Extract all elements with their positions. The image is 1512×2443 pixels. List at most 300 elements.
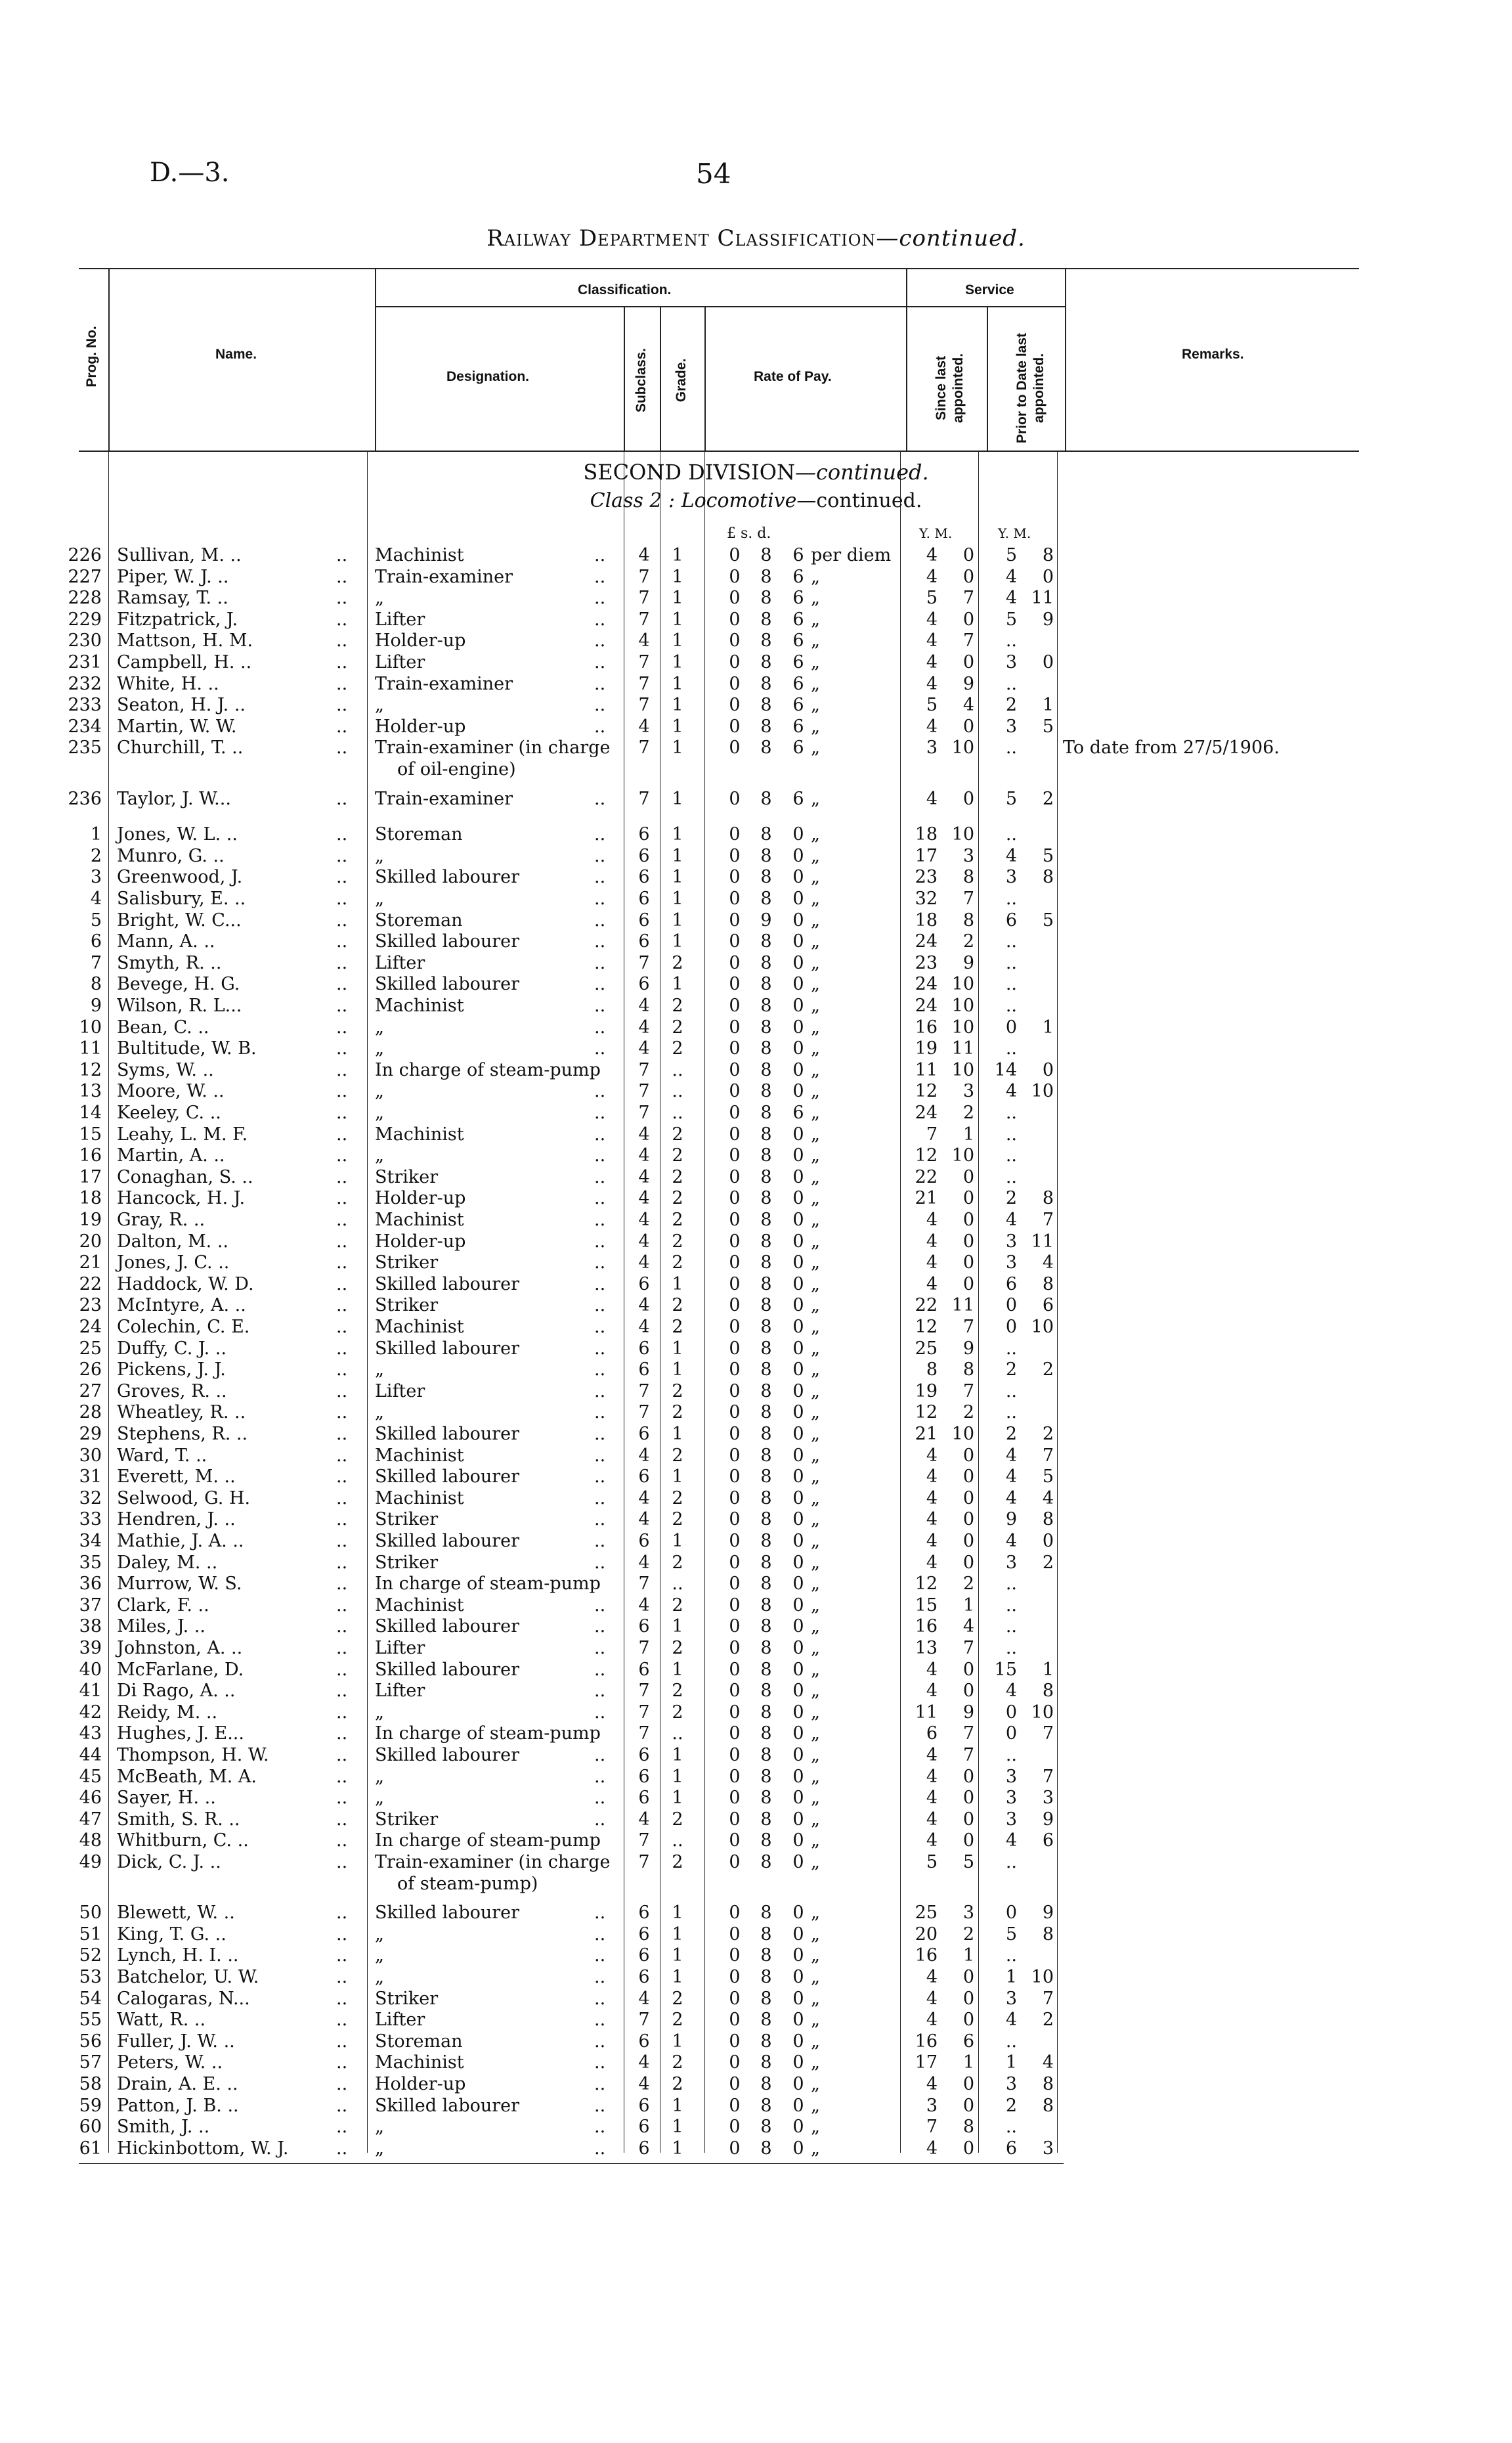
- pay-pence: 0: [792, 1552, 804, 1573]
- designation: Machinist: [375, 1210, 464, 1230]
- pay-shillings: 8: [760, 1166, 772, 1187]
- pay-unit: „: [811, 1252, 820, 1273]
- pay-shillings: 8: [760, 1273, 772, 1294]
- page-title: [0, 225, 1512, 252]
- grade: ..: [672, 1574, 683, 1595]
- since-months: 0: [962, 1487, 974, 1508]
- designation: Machinist: [375, 1487, 464, 1508]
- prog-no: 30: [79, 1445, 102, 1466]
- since-months: 0: [962, 1988, 974, 2009]
- prior-years: 3: [1005, 2074, 1017, 2094]
- leader-dots: ..: [336, 1081, 348, 1102]
- prog-no: 33: [79, 1509, 102, 1530]
- pay-unit: „: [811, 974, 820, 995]
- pay-unit: „: [811, 1295, 820, 1316]
- designation: Lifter: [375, 652, 425, 672]
- since-years: 21: [915, 1424, 938, 1444]
- prog-no: 40: [79, 1659, 102, 1680]
- leader-dots: ..: [336, 788, 348, 809]
- grade: 1: [672, 1359, 683, 1380]
- prior-years: ..: [1005, 889, 1017, 909]
- prior-years: 4: [1005, 1681, 1017, 1702]
- leader-dots: ..: [594, 545, 606, 565]
- prog-no: 55: [79, 2010, 102, 2031]
- leader-dots: ..: [594, 609, 606, 630]
- prior-years: ..: [1005, 1595, 1017, 1616]
- pay-pounds: 0: [729, 545, 741, 565]
- designation: Striker: [375, 1509, 439, 1530]
- subclass: 4: [638, 1295, 650, 1316]
- since-years: 4: [926, 609, 938, 630]
- pay-pence: 0: [792, 1967, 804, 1987]
- prior-months: 3: [1042, 1788, 1054, 1809]
- prior-months: 8: [1042, 1681, 1054, 1702]
- designation: Storeman: [375, 2031, 463, 2052]
- subclass: 4: [638, 1210, 650, 1230]
- pay-pence: 0: [792, 1988, 804, 2009]
- pay-unit: „: [811, 1124, 820, 1145]
- table-row: [0, 2074, 1512, 2095]
- pay-shillings: 8: [760, 2095, 772, 2116]
- leader-dots: ..: [336, 1359, 348, 1380]
- person-name: Taylor, J. W...: [117, 788, 231, 809]
- since-years: 20: [915, 1924, 938, 1945]
- person-name: McIntyre, A. ..: [117, 1295, 246, 1316]
- prior-months: 2: [1042, 788, 1054, 809]
- pay-pence: 0: [792, 1017, 804, 1038]
- pay-unit: „: [811, 1788, 820, 1809]
- table-row: [0, 824, 1512, 845]
- table-row: [0, 1924, 1512, 1945]
- since-months: 7: [962, 1380, 974, 1401]
- person-name: Smyth, R. ..: [117, 952, 222, 973]
- leader-dots: ..: [594, 1166, 606, 1187]
- pay-unit: „: [811, 1038, 820, 1059]
- prior-years: 2: [1005, 1188, 1017, 1209]
- pay-pence: 0: [792, 1638, 804, 1658]
- subclass: 4: [638, 545, 650, 565]
- prog-no: 44: [79, 1745, 102, 1765]
- designation: „: [375, 1038, 384, 1059]
- designation: Holder-up: [375, 2074, 466, 2094]
- grade: 1: [672, 824, 683, 845]
- prior-years: ..: [1005, 1745, 1017, 1765]
- since-months: 8: [962, 867, 974, 888]
- designation: Skilled labourer: [375, 931, 520, 952]
- person-name: Campbell, H. ..: [117, 652, 252, 672]
- subclass: 4: [638, 996, 650, 1016]
- person-name: Patton, J. B. ..: [117, 2095, 239, 2116]
- pay-unit: „: [811, 1659, 820, 1680]
- pay-pounds: 0: [729, 2010, 741, 2031]
- leader-dots: ..: [594, 2138, 606, 2159]
- subclass: 6: [638, 1945, 650, 1966]
- header-prior-to-date: Prior to Date last appointed.: [1014, 332, 1047, 444]
- prog-no: 47: [79, 1809, 102, 1830]
- grade: 2: [672, 952, 683, 973]
- pay-pounds: 0: [729, 1231, 741, 1252]
- pay-pence: 0: [792, 1231, 804, 1252]
- grade: 1: [672, 1338, 683, 1359]
- pay-unit: „: [811, 2074, 820, 2094]
- since-months: 8: [962, 910, 974, 931]
- leader-dots: ..: [336, 737, 348, 759]
- header-prog-no: Prog. No.: [84, 326, 99, 387]
- division-name: SECOND DIVISION: [583, 460, 795, 485]
- since-years: 4: [926, 716, 938, 737]
- prior-months: 7: [1042, 1445, 1054, 1466]
- since-years: 5: [926, 1852, 938, 1872]
- pay-pounds: 0: [729, 1945, 741, 1966]
- prior-years: ..: [1005, 1638, 1017, 1658]
- prior-years: ..: [1005, 824, 1017, 845]
- since-years: 6: [926, 1723, 938, 1744]
- grade: 1: [672, 910, 683, 931]
- grade: 1: [672, 1945, 683, 1966]
- subclass: 7: [638, 788, 650, 809]
- since-years: 4: [926, 630, 938, 651]
- prog-no: 235: [68, 737, 102, 759]
- pay-shillings: 8: [760, 1231, 772, 1252]
- pay-unit: „: [811, 1681, 820, 1702]
- subclass: 4: [638, 1166, 650, 1187]
- table-row: [0, 910, 1512, 931]
- leader-dots: ..: [594, 1616, 606, 1637]
- grade: 1: [672, 931, 683, 952]
- table-row: [0, 846, 1512, 867]
- pay-unit: „: [811, 1595, 820, 1616]
- since-months: 0: [962, 1166, 974, 1187]
- prog-no: 233: [68, 695, 102, 716]
- since-months: 9: [962, 952, 974, 973]
- leader-dots: ..: [336, 1424, 348, 1444]
- grade: 1: [672, 845, 683, 866]
- pay-shillings: 8: [760, 1574, 772, 1595]
- pay-unit: „: [811, 1988, 820, 2009]
- since-years: 17: [915, 2052, 938, 2073]
- grade: 1: [672, 1924, 683, 1945]
- subclass: 4: [638, 2052, 650, 2073]
- leader-dots: ..: [336, 716, 348, 737]
- table-row: [0, 974, 1512, 995]
- pay-pounds: 0: [729, 2117, 741, 2138]
- pay-shillings: 8: [760, 2138, 772, 2159]
- prog-no: 229: [68, 609, 102, 630]
- pay-pounds: 0: [729, 910, 741, 931]
- pay-pounds: 0: [729, 845, 741, 866]
- grade: 1: [672, 1745, 683, 1765]
- pay-unit: „: [811, 1574, 820, 1595]
- prior-years: ..: [1005, 1103, 1017, 1123]
- grade: 2: [672, 1681, 683, 1702]
- prior-years: 4: [1005, 1445, 1017, 1466]
- pay-pence: 0: [792, 845, 804, 866]
- pay-shillings: 8: [760, 1681, 772, 1702]
- designation: Holder-up: [375, 1231, 466, 1252]
- since-years: 24: [915, 996, 938, 1016]
- designation: Skilled labourer: [375, 1616, 520, 1637]
- person-name: Mann, A. ..: [117, 931, 215, 952]
- leader-dots: ..: [336, 1445, 348, 1466]
- pay-unit: „: [811, 695, 820, 716]
- leader-dots: ..: [336, 2095, 348, 2116]
- person-name: Martin, W. W.: [117, 716, 237, 737]
- prior-years: ..: [1005, 2117, 1017, 2138]
- prog-no: 4: [90, 889, 102, 909]
- pay-unit: „: [811, 1809, 820, 1830]
- since-years: 3: [926, 737, 938, 759]
- table-row: [0, 1124, 1512, 1145]
- grade: 2: [672, 1380, 683, 1401]
- pay-pence: 0: [792, 1402, 804, 1423]
- prior-years: 2: [1005, 1424, 1017, 1444]
- subclass: 6: [638, 1924, 650, 1945]
- pay-shillings: 8: [760, 1424, 772, 1444]
- designation: Skilled labourer: [375, 1903, 520, 1924]
- prior-years: 4: [1005, 1830, 1017, 1851]
- since-years: 4: [926, 1445, 938, 1466]
- designation: Train-examiner: [375, 788, 513, 809]
- table-row: [0, 1252, 1512, 1273]
- grade: 1: [672, 2138, 683, 2159]
- since-years: 4: [926, 1552, 938, 1573]
- leader-dots: ..: [336, 1402, 348, 1423]
- since-months: 0: [962, 1466, 974, 1487]
- subclass: 6: [638, 1466, 650, 1487]
- grade: 1: [672, 1967, 683, 1987]
- pay-unit: „: [811, 652, 820, 672]
- prior-months: 7: [1042, 1988, 1054, 2009]
- leader-dots: ..: [336, 566, 348, 587]
- person-name: Selwood, G. H.: [117, 1487, 251, 1508]
- person-name: Bean, C. ..: [117, 1017, 209, 1038]
- leader-dots: ..: [336, 1103, 348, 1123]
- pay-shillings: 8: [760, 1988, 772, 2009]
- grade: 1: [672, 566, 683, 587]
- prog-no: 16: [79, 1145, 102, 1166]
- designation: Machinist: [375, 1124, 464, 1145]
- pay-pence: 0: [792, 1945, 804, 1966]
- designation-continued: of steam-pump): [397, 1873, 538, 1894]
- pay-pounds: 0: [729, 1809, 741, 1830]
- leader-dots: ..: [594, 931, 606, 952]
- pay-unit: „: [811, 1188, 820, 1209]
- pay-pence: 0: [792, 1745, 804, 1765]
- pay-pounds: 0: [729, 1188, 741, 1209]
- leader-dots: ..: [594, 1552, 606, 1573]
- table-row: [0, 2117, 1512, 2138]
- subclass: 4: [638, 1809, 650, 1830]
- subclass: 4: [638, 716, 650, 737]
- leader-dots: ..: [594, 1103, 606, 1123]
- subclass: 6: [638, 1745, 650, 1765]
- since-years: 24: [915, 1103, 938, 1123]
- pay-shillings: 8: [760, 1723, 772, 1744]
- subclass: 6: [638, 1359, 650, 1380]
- leader-dots: ..: [594, 1188, 606, 1209]
- pay-unit: „: [811, 889, 820, 909]
- since-months: 0: [962, 652, 974, 672]
- person-name: Johnston, A. ..: [117, 1638, 243, 1658]
- designation: Skilled labourer: [375, 1424, 520, 1444]
- leader-dots: ..: [336, 1380, 348, 1401]
- leader-dots: ..: [336, 910, 348, 931]
- table-row: [0, 1531, 1512, 1552]
- table-row: [0, 2052, 1512, 2073]
- table-row: [0, 1060, 1512, 1081]
- since-years: 16: [915, 1017, 938, 1038]
- prog-no: 227: [68, 566, 102, 587]
- pay-shillings: 8: [760, 1924, 772, 1945]
- grade: 1: [672, 1659, 683, 1680]
- table-row: [0, 1509, 1512, 1530]
- prior-months: 2: [1042, 2010, 1054, 2031]
- pay-pounds: 0: [729, 652, 741, 672]
- since-years: 25: [915, 1903, 938, 1924]
- person-name: Ramsay, T. ..: [117, 588, 228, 609]
- designation: Holder-up: [375, 630, 466, 651]
- pay-unit: „: [811, 1231, 820, 1252]
- pay-pence: 0: [792, 2095, 804, 2116]
- prog-no: 54: [79, 1988, 102, 2009]
- since-years: 5: [926, 588, 938, 609]
- header-designation: Designation.: [446, 369, 530, 384]
- leader-dots: ..: [336, 1166, 348, 1187]
- grade: 1: [672, 2117, 683, 2138]
- since-months: 9: [962, 1702, 974, 1723]
- prog-no: 26: [79, 1359, 102, 1380]
- grade: 1: [672, 2095, 683, 2116]
- pay-shillings: 8: [760, 1531, 772, 1551]
- person-name: Keeley, C. ..: [117, 1103, 221, 1123]
- leader-dots: ..: [594, 1638, 606, 1658]
- designation: Striker: [375, 1988, 439, 2009]
- since-years: 4: [926, 2074, 938, 2094]
- prior-years: 4: [1005, 1466, 1017, 1487]
- grade: 2: [672, 1210, 683, 1230]
- pay-pounds: 0: [729, 1903, 741, 1924]
- designation: „: [375, 1945, 384, 1966]
- table-row: [0, 1767, 1512, 1788]
- prior-years: ..: [1005, 1574, 1017, 1595]
- grade: 2: [672, 1509, 683, 1530]
- pay-pence: 0: [792, 2010, 804, 2031]
- pay-pounds: 0: [729, 1595, 741, 1616]
- pay-pence: 0: [792, 1081, 804, 1102]
- pay-pence: 6: [792, 695, 804, 716]
- prior-months: 1: [1042, 695, 1054, 716]
- leader-dots: ..: [336, 1745, 348, 1765]
- pay-unit: „: [811, 1059, 820, 1080]
- prog-no: 234: [68, 716, 102, 737]
- pay-unit: „: [811, 1166, 820, 1187]
- pay-pounds: 0: [729, 1723, 741, 1744]
- since-months: 0: [962, 2074, 974, 2094]
- person-name: Everett, M. ..: [117, 1466, 236, 1487]
- person-name: Piper, W. J. ..: [117, 566, 229, 587]
- pay-shillings: 8: [760, 1059, 772, 1080]
- pay-pence: 0: [792, 1531, 804, 1551]
- prog-no: 7: [90, 952, 102, 973]
- table-row: [0, 953, 1512, 974]
- person-name: Munro, G. ..: [117, 845, 225, 866]
- pay-pounds: 0: [729, 1445, 741, 1466]
- pay-pounds: 0: [729, 1466, 741, 1487]
- subclass: 4: [638, 1595, 650, 1616]
- leader-dots: ..: [336, 2052, 348, 2073]
- prior-years: 5: [1005, 609, 1017, 630]
- grade: 2: [672, 1988, 683, 2009]
- leader-dots: ..: [336, 1295, 348, 1316]
- since-years: 4: [926, 1231, 938, 1252]
- grade: 1: [672, 545, 683, 565]
- table-row: [0, 1231, 1512, 1252]
- leader-dots: ..: [594, 2074, 606, 2094]
- pay-unit: „: [811, 673, 820, 694]
- since-years: 12: [915, 1574, 938, 1595]
- since-months: 10: [951, 996, 974, 1016]
- leader-dots: ..: [594, 1702, 606, 1723]
- table-row: [0, 1317, 1512, 1338]
- designation: In charge of steam-pump: [375, 1723, 601, 1744]
- table-row: [0, 1945, 1512, 1966]
- subclass: 7: [638, 1638, 650, 1658]
- since-years: 4: [926, 1830, 938, 1851]
- prior-years: ..: [1005, 996, 1017, 1016]
- pay-pounds: 0: [729, 1531, 741, 1551]
- person-name: Conaghan, S. ..: [117, 1166, 253, 1187]
- pay-shillings: 8: [760, 609, 772, 630]
- pay-shillings: 8: [760, 737, 772, 759]
- prior-years: 3: [1005, 1788, 1017, 1809]
- prior-months: 7: [1042, 1210, 1054, 1230]
- subclass: 4: [638, 1988, 650, 2009]
- pay-pence: 0: [792, 910, 804, 931]
- leader-dots: ..: [336, 1509, 348, 1530]
- pay-shillings: 8: [760, 2074, 772, 2094]
- prior-years: 2: [1005, 1359, 1017, 1380]
- designation: Striker: [375, 1809, 439, 1830]
- since-months: 10: [951, 737, 974, 759]
- grade: 1: [672, 1766, 683, 1787]
- leader-dots: ..: [336, 1830, 348, 1851]
- pay-shillings: 8: [760, 1402, 772, 1423]
- since-months: 0: [962, 1659, 974, 1680]
- prior-years: ..: [1005, 1380, 1017, 1401]
- pay-pounds: 0: [729, 1552, 741, 1573]
- person-name: Peters, W. ..: [117, 2052, 223, 2073]
- designation: „: [375, 1103, 384, 1123]
- prior-years: ..: [1005, 1338, 1017, 1359]
- pay-pounds: 0: [729, 2138, 741, 2159]
- grade: 2: [672, 1145, 683, 1166]
- since-months: 0: [962, 1231, 974, 1252]
- person-name: Whitburn, C. ..: [117, 1830, 249, 1851]
- since-months: 6: [962, 2031, 974, 2052]
- since-months: 0: [962, 2095, 974, 2116]
- person-name: Churchill, T. ..: [117, 737, 244, 759]
- leader-dots: ..: [336, 1702, 348, 1723]
- since-years: 4: [926, 1509, 938, 1530]
- person-name: Wheatley, R. ..: [117, 1402, 246, 1423]
- pay-unit: „: [811, 1852, 820, 1872]
- grade: 1: [672, 695, 683, 716]
- leader-dots: ..: [594, 952, 606, 973]
- leader-dots: ..: [594, 1988, 606, 2009]
- leader-dots: ..: [594, 1402, 606, 1423]
- prior-years: 5: [1005, 545, 1017, 565]
- pay-pence: 0: [792, 1295, 804, 1316]
